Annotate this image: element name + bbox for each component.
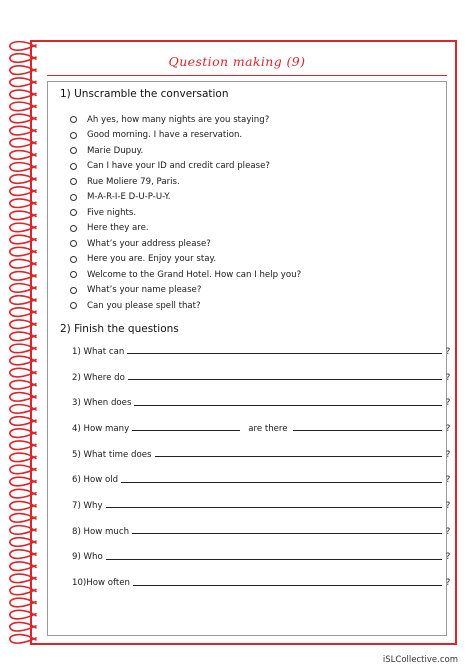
bullet-icon (70, 178, 77, 185)
spiral-ring (10, 259, 36, 268)
question-mark: ? (445, 423, 451, 434)
list-item (70, 221, 440, 237)
question-prefix: 8) How much (72, 526, 130, 537)
list-item-text: Ah yes, how many nights are you staying? (87, 114, 270, 125)
question-prefix: 4) How many (72, 423, 130, 434)
question-mark: ? (445, 552, 451, 563)
question-mark: ? (445, 398, 451, 409)
question-prefix: 7) Why (72, 500, 103, 511)
question-row (72, 442, 452, 468)
spiral-ring (10, 417, 36, 426)
spiral-ring (10, 393, 36, 402)
spiral-ring (10, 526, 36, 535)
spiral-ring (10, 550, 36, 559)
spiral-ring (10, 368, 36, 377)
list-item-text: Can you please spell that? (87, 300, 201, 311)
question-prefix: 5) What time does (72, 449, 152, 460)
question-row (72, 519, 452, 545)
bullet-icon (70, 209, 77, 216)
spiral-ring (10, 514, 36, 523)
spiral-ring (10, 622, 36, 631)
bullet-icon (70, 194, 77, 201)
answer-blank[interactable] (132, 533, 442, 534)
list-item (70, 298, 440, 314)
question-mark: ? (445, 449, 451, 460)
answer-blank[interactable] (106, 507, 442, 508)
spiral-ring (10, 405, 36, 414)
list-item-text: M-A-R-I-E D-U-P-U-Y. (87, 192, 171, 203)
conversation-list (70, 112, 440, 314)
list-item (70, 283, 440, 299)
list-item (70, 128, 440, 144)
bullet-icon (70, 302, 77, 309)
list-item (70, 252, 440, 268)
section-heading-finish: 2) Finish the questions (60, 323, 179, 335)
question-prefix: 2) Where do (72, 372, 125, 383)
list-item-text: Here you are. Enjoy your stay. (87, 254, 217, 265)
question-mark: ? (445, 578, 451, 589)
list-item (70, 205, 440, 221)
question-mark: ? (445, 346, 451, 357)
spiral-ring (10, 574, 36, 583)
spiral-ring (10, 320, 36, 329)
spiral-ring (10, 114, 36, 123)
bullet-icon (70, 271, 77, 278)
list-item-text: Here they are. (87, 223, 149, 234)
list-item (70, 174, 440, 190)
question-prefix: 1) What can (72, 346, 125, 357)
bullet-icon (70, 163, 77, 170)
question-prefix: 3) When does (72, 398, 132, 409)
answer-blank[interactable] (127, 353, 442, 354)
list-item-text: Welcome to the Grand Hotel. How can I help you? (87, 269, 302, 280)
question-prefix: 6) How old (72, 475, 119, 486)
question-row (72, 493, 452, 519)
question-mark: ? (445, 372, 451, 383)
bullet-icon (70, 116, 77, 123)
question-row (72, 416, 452, 442)
list-item (70, 112, 440, 128)
question-row (72, 570, 452, 596)
bullet-icon (70, 287, 77, 294)
answer-blank[interactable] (293, 430, 442, 431)
spiral-ring (10, 187, 36, 196)
question-prefix: 10)How often (72, 578, 131, 589)
question-list (72, 339, 452, 596)
bullet-icon (70, 132, 77, 139)
site-watermark: iSLCollective.com (382, 655, 458, 665)
spiral-ring (10, 42, 36, 51)
spiral-ring (10, 501, 36, 510)
answer-blank[interactable] (121, 482, 442, 483)
spiral-ring (10, 138, 36, 147)
list-item-text: Rue Moliere 79, Paris. (87, 176, 180, 187)
spiral-ring (10, 429, 36, 438)
question-row (72, 390, 452, 416)
answer-blank[interactable] (106, 559, 442, 560)
question-row (72, 545, 452, 571)
spiral-ring (10, 247, 36, 256)
spiral-ring (10, 586, 36, 595)
list-item (70, 190, 440, 206)
bullet-icon (70, 256, 77, 263)
list-item (70, 143, 440, 159)
spiral-binding (6, 36, 40, 650)
question-row (72, 365, 452, 391)
question-mark: ? (445, 500, 451, 511)
spiral-ring (10, 90, 36, 99)
list-item-text: Marie Dupuy. (87, 145, 144, 156)
question-prefix: 9) Who (72, 552, 103, 563)
list-item-text: Can I have your ID and credit card please? (87, 161, 270, 172)
spiral-ring (10, 199, 36, 208)
title-divider (47, 75, 447, 76)
list-item (70, 159, 440, 175)
question-row (72, 339, 452, 365)
spiral-ring (10, 211, 36, 220)
spiral-ring (10, 151, 36, 160)
spiral-ring (10, 284, 36, 293)
spiral-ring (10, 223, 36, 232)
spiral-ring (10, 562, 36, 571)
spiral-ring (10, 610, 36, 619)
list-item-text: What’s your name please? (87, 285, 202, 296)
question-mark: ? (445, 526, 451, 537)
spiral-ring (10, 344, 36, 353)
spiral-ring (10, 78, 36, 87)
section-heading-unscramble: 1) Unscramble the conversation (60, 88, 229, 100)
answer-blank[interactable] (128, 379, 442, 380)
spiral-ring (10, 235, 36, 244)
answer-blank[interactable] (134, 405, 442, 406)
answer-blank[interactable] (155, 456, 443, 457)
bullet-icon (70, 147, 77, 154)
spiral-ring (10, 380, 36, 389)
spiral-ring (10, 356, 36, 365)
spiral-ring (10, 175, 36, 184)
question-mark: ? (445, 475, 451, 486)
spiral-ring (10, 453, 36, 462)
answer-blank[interactable] (132, 430, 240, 431)
question-row (72, 467, 452, 493)
spiral-ring (10, 126, 36, 135)
list-item (70, 267, 440, 283)
spiral-ring (10, 308, 36, 317)
spiral-ring (10, 441, 36, 450)
spiral-ring (10, 102, 36, 111)
spiral-ring (10, 163, 36, 172)
answer-blank[interactable] (133, 585, 442, 586)
spiral-ring (10, 332, 36, 341)
bullet-icon (70, 240, 77, 247)
spiral-ring (10, 635, 36, 644)
list-item-text: Five nights. (87, 207, 137, 218)
spiral-ring (10, 538, 36, 547)
question-middle: are there (248, 423, 288, 434)
spiral-ring (10, 272, 36, 281)
list-item-text: Good morning. I have a reservation. (87, 130, 243, 141)
spiral-ring (10, 477, 36, 486)
spiral-ring (10, 598, 36, 607)
spiral-ring (10, 465, 36, 474)
list-item-text: What’s your address please? (87, 238, 211, 249)
spiral-ring (10, 489, 36, 498)
list-item (70, 236, 440, 252)
spiral-ring (10, 296, 36, 305)
bullet-icon (70, 225, 77, 232)
page-title: Question making (9) (168, 54, 306, 69)
